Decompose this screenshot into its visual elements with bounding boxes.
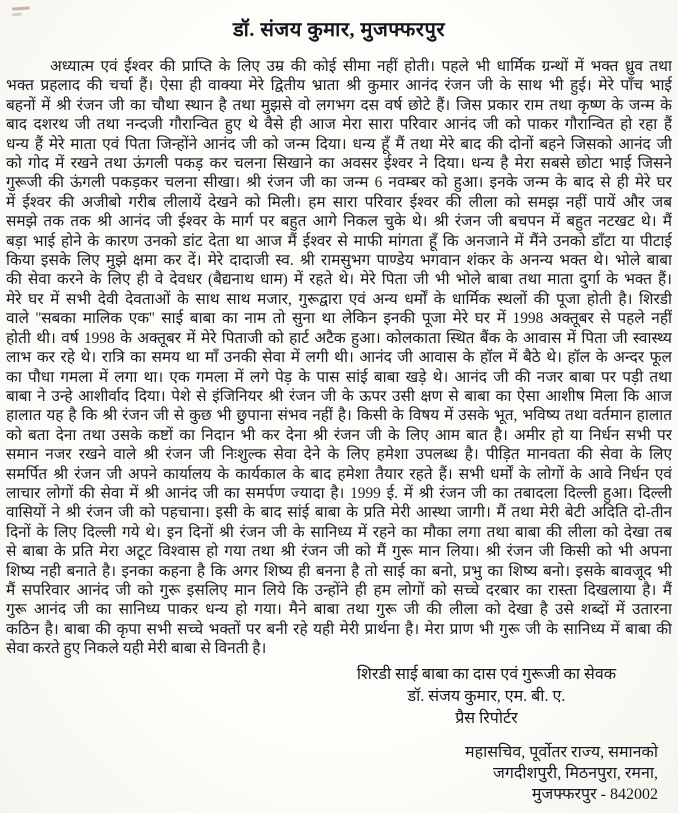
body-line: भक्त प्रहलाद की चर्चा हैं। ऐसा ही वाक्या मेरे द्वितीय भ्राता श्री कुमार आनंद रंजन जी के साथ भी हुई। मेरे पाँच भाई <box>6 77 672 95</box>
body-line: बहनों में श्री रंजन जी का चौथा स्थान है तथा मुझसे वो लगभग दस वर्ष छोटे हैं। जिस प्रकार राम तथा कृष्ण के जन्म के <box>6 96 672 114</box>
body-line: में ईश्वर की अजीबो गरीब लीलायें देखने को मिली। हम सारा परिवार ईश्वर की लीला को समझ नहीं पायें और जब <box>6 193 672 211</box>
body-line: समर्पित श्री रंजन जी अपने कार्यालय के कार्यकाल के बाद हमेशा तैयार रहते हैं। सभी धर्मों के लोगों के आवे निर्धन एवं <box>6 465 672 483</box>
body-line: हालात यह है कि श्री रंजन जी से कुछ भी छुपाना संभव नहीं है। किसी के विषय में उसके भूत, भविष्य तथा वर्तमान हालात <box>6 407 672 425</box>
address-line-1: महासचिव, पूर्वोतर राज्य, समानको <box>465 743 658 761</box>
body-line: गुरू आनंद जी का सानिध्य पाकर धन्य हो गया। मैने बाबा तथा गुरू जी की लीला को देखा है उसे शब्दों में उतारना <box>6 601 672 619</box>
body-line: कठिन है। बाबा की कृपा सभी सच्चे भक्तों पर बनी रहे यही मेरी प्रार्थना है। मेरा प्राण भी गुरू जी के सानिध्य में बाबा की <box>6 620 672 638</box>
body-line: की सेवा करने के लिए ही वे देवधर (बैद्यनाथ धाम) में रहते थे। मेरे पिता जी भी भोले बाबा तथा माता दुर्गा के भक्त हैं। <box>6 271 672 289</box>
address-line-2: जगदीशपुरी, मिठनपुरा, रमना, <box>493 764 658 782</box>
body-line: वासियों ने श्री रंजन जी को पहचाना। इसी के बाद सांई बाबा के प्रति मेरी आस्था जागी। मैं तथा मेरी बेटी अदिति दो-तीन <box>6 504 672 522</box>
body-line: होती थी। वर्ष 1998 के अक्तूबर में मेरे पिताजी को हार्ट अटैक हुआ। कोलकाता स्थित बैंक के आवास में पिता जी स्वास्थ्य <box>6 329 672 347</box>
body-line: को बता देना तथा उसके कष्टों का निदान भी कर देना श्री रंजन जी के लिए आम बात है। अमीर हो या निर्धन सभी पर <box>6 426 672 444</box>
body-line: मैं सपरिवार आनंद जी को गुरू इसलिए मान लिये कि उन्होंने ही हम लोगों को सच्चे दरबार का रास्ता दिखलाया है। मैं <box>6 581 672 599</box>
body-line: सेवा करते हुए निकले यही मेरी बाबा से विनती है। <box>6 640 267 658</box>
body-line: अध्यात्म एवं ईश्वर की प्राप्ति के लिए उम्र की कोई सीमा नहीं होती। पहले भी धार्मिक ग्रन्थों में भक्त ध्रुव तथा <box>50 58 672 75</box>
signature-name-line: डॉ. संजय कुमार, एम. बी. ए. <box>407 687 566 705</box>
signature-block <box>357 664 616 730</box>
body-line: दिनों के लिए दिल्ली गये थे। इन दिनों श्री रंजन जी के सानिध्य में रहने का मौका लगा तथा बाबा की लीला को देखा तब <box>6 523 672 541</box>
body-line: बड़ा भाई होने के कारण उनको डांट देता था आज मैं ईश्वर से माफी मांगता हूँ कि अनजाने में मैंने उनको डाँटा या पीटाई <box>6 232 672 250</box>
signature-role-line: शिरडी साई बाबा का दास एवं गुरूजी का सेवक <box>356 665 616 683</box>
body-line: किया इसके लिए मुझे क्षमा कर दें। मेरे दादाजी स्व. श्री रामसुभग पाण्डेय भगवान शंकर के अनन्य भक्त थे। भोले बाबा <box>6 252 672 270</box>
body-line: बाबा ने उन्हे आशीर्वाद दिया। पेशे से इंजिनियर श्री रंजन जी के ऊपर उसी क्षण से बाबा का ऐसा आशीष मिला कि आज <box>6 387 672 405</box>
document-body <box>6 57 672 659</box>
body-line: समझे तक तक श्री आनंद जी ईश्वर के मार्ग पर बहुत आगे निकल चुके थे। श्री रंजन जी बचपन में बहुत नटखट थे। मैं <box>6 213 672 231</box>
body-line: समान नजर रखने वाले श्री रंजन जी निःशुल्क सेवा देने के लिए हमेशा उपलब्ध है। पीड़ित मानवता की सेवा के लिए <box>6 446 672 464</box>
body-line: मेरे घर में सभी देवी देवताओं के साथ साथ मजार, गुरूद्वारा एवं अन्य धर्मों के धार्मिक स्थलों की पूजा होती है। शिरडी <box>6 290 672 308</box>
body-line: से बाबा के प्रति मेरा अटूट विश्वास हो गया तथा श्री रंजन जी को मैं गुरू मान लिया। श्री रंजन जी किसी को भी अपना <box>6 543 672 561</box>
body-line: बाद दशरथ जी तथा नन्दजी गौरान्वित हुए थे वैसे ही आज मेरा सारा परिवार आनंद जी को पाकर गौरान्वित हो रहा हैं <box>6 116 672 134</box>
body-line: गुरूजी की ऊंगली पकड़कर चलना सीखा। श्री रंजन जी का जन्म 6 नवम्बर को हुआ। इनके जन्म के बाद से ही मेरे घर <box>6 174 672 192</box>
body-line: को गोद में रखने तथा ऊंगली पकड़ कर चलना सिखाने का अवसर ईश्वर ने दिया। धन्य है मेरा सबसे छोटा भाई जिसने <box>6 155 672 173</box>
address-block <box>6 742 672 805</box>
body-line: वाले ''सबका मालिक एक'' साई बाबा का नाम तो सुना था लेकिन इनकी पूजा मेरे घर में 1998 अक्तूबर से पहले नहीं <box>6 310 672 328</box>
body-line: शिष्य नही बनाते है। इनका कहना है कि अगर शिष्य ही बनना है तो साई का बनो, प्रभु का शिष्य बनो। इसके बावजूद भी <box>6 562 672 580</box>
address-line-3: मुजफ्फरपुर - 842002 <box>531 785 658 803</box>
body-line: लाचार लोगों की सेवा में श्री आनंद जी का समर्पण ज्यादा है। 1999 ई. में श्री रंजन जी का तबादला दिल्ली हुआ। दिल्ली <box>6 484 672 502</box>
body-line: लाभ कर रहे थे। रात्रि का समय था माँ उनकी सेवा में लगी थी। आनंद जी आवास के हॉल में बैठे थे। हॉल के अन्दर फूल <box>6 349 672 367</box>
signature-title-line: प्रैस रिपोर्टर <box>455 709 518 727</box>
page-title: डॉ. संजय कुमार, मुजफ्फरपुर <box>232 19 446 41</box>
body-line: धन्य हैं मेरे माता एवं पिता जिन्होंने आनंद जी को जन्म दिया। धन्य हूँ मैं तथा मेरे बाद की दोनों बहने जिसको आनंद जी <box>6 135 672 153</box>
body-line: का पौधा गमला में लगा था। एक गमला में लगे पेड़ के पास सांई बाबा खड़े थे। आनंद जी की नजर बाबा पर पड़ी तथा <box>6 368 672 386</box>
